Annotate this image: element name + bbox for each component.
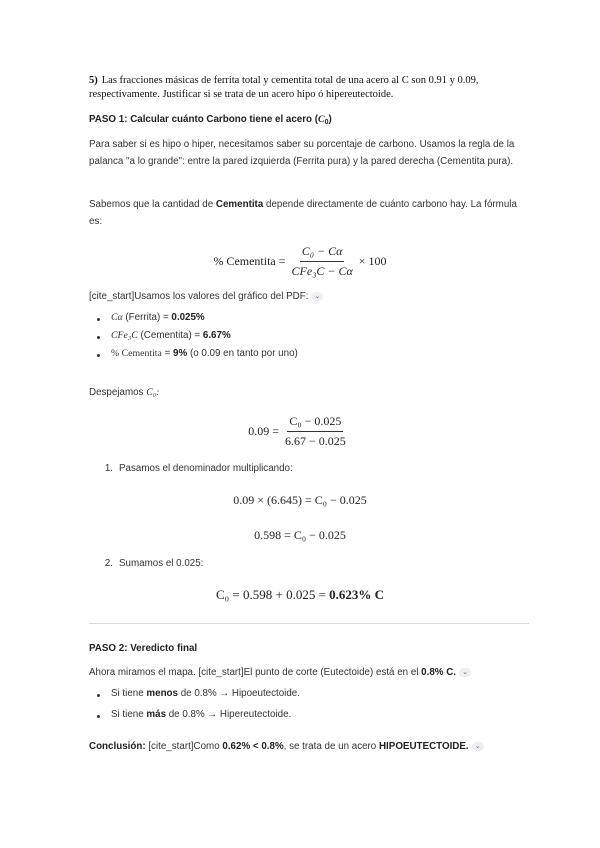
list-item (89, 709, 529, 720)
step2-paragraph (89, 664, 539, 681)
step1-heading: PASO 1: Calcular cuánto Carbono tiene el acero $(C_0)$ (89, 114, 332, 126)
value-label: = (161, 348, 174, 359)
values-intro-text: [cite_start]Usamos los valores del gráfico del PDF: (89, 291, 309, 302)
problem-statement (89, 74, 534, 102)
value-symbol: % Cementita (111, 348, 162, 359)
equation-2: 0.09 × (6.645) = C₀ − 0.025 (233, 493, 367, 507)
step-item-1 (89, 463, 293, 474)
bullet-pre: Si tiene (111, 688, 147, 699)
bullet-pre: Si tiene (111, 709, 147, 720)
problem-text: Las fracciones másicas de ferrita total y cementita total de una acero al C son 0.91 y 0.09, respectivamente. Justificar si se trata de un acero hipo ó hipereutectoide. (89, 75, 479, 100)
list-item (89, 330, 529, 341)
value-number: 9% (173, 348, 188, 359)
conclusion (89, 738, 539, 755)
para2-pre: Sabemos que la cantidad de (89, 199, 216, 210)
values-list (89, 312, 529, 359)
equation-4 (0, 587, 600, 603)
values-intro (89, 288, 323, 305)
step1-heading-sub: 0 (324, 119, 329, 126)
step1-paragraph-1: Para saber si es hipo o hiper, necesitamos saber su porcentaje de carbono. Usamos la regla de la palanca "a lo grande": entre la pared izquierda (Ferrita pura) y la pared derecha (Cementita pura). (89, 139, 515, 167)
value-symbol: CFe₃C (111, 330, 138, 341)
para2-post: depende directamente de cuánto carbono hay. La fórmula es: (89, 199, 517, 227)
conclusion-mid: , se trata de un acero (283, 741, 379, 752)
problem-number: 5) (89, 75, 98, 86)
despejamos-line (89, 384, 159, 401)
value-label: (Ferrita) = (122, 312, 172, 323)
formula-denominator: CFe₃C − Cα (291, 264, 353, 278)
conclusion-label: Conclusión: (89, 741, 146, 752)
formula-fraction (290, 244, 355, 279)
list-item (89, 312, 529, 323)
chevron-down-icon[interactable]: ⌄ (472, 742, 484, 751)
value-extra: (o 0.09 en tanto por uno) (187, 348, 298, 359)
para2-bold: Cementita (215, 199, 264, 210)
value-label: (Cementita) = (137, 330, 203, 341)
bullet-post: de 0.8% → Hipereutectoide. (166, 709, 292, 720)
step1-heading-symbol: C (318, 114, 325, 125)
formula-tail: × 100 (358, 254, 387, 268)
step1-heading-text: PASO 1: Calcular cuánto Carbono tiene el acero (89, 114, 313, 125)
bullet-bold: menos (146, 688, 178, 699)
conclusion-pre: [cite_start]Como (145, 741, 223, 752)
despejamos-symbol: C₀: (146, 387, 160, 398)
equation-1 (0, 414, 600, 449)
list-item (89, 348, 529, 359)
section-divider (89, 623, 529, 624)
verdict-list (89, 688, 529, 720)
step2-heading: PASO 2: Veredicto final (89, 643, 198, 654)
step1-paragraph-2 (89, 196, 529, 230)
eq1-denominator: 6.67 − 0.025 (285, 434, 346, 448)
chevron-down-icon[interactable]: ⌄ (311, 292, 323, 301)
step-item-2 (89, 558, 203, 569)
bullet-post: de 0.8% → Hipoeutectoide. (177, 688, 300, 699)
step-text: Sumamos el 0.025: (119, 558, 204, 569)
despejamos-text: Despejamos (89, 387, 144, 398)
eq1-numerator: C₀ − 0.025 (287, 414, 343, 432)
equation-3: 0.598 = C₀ − 0.025 (254, 528, 346, 542)
chevron-down-icon[interactable]: ⌄ (459, 668, 471, 677)
value-number: 0.025% (171, 312, 205, 323)
conclusion-comparison: 0.62% < 0.8% (222, 741, 284, 752)
value-number: 6.67% (202, 330, 231, 341)
formula-lhs: % Cementita = (213, 254, 286, 268)
step-text: Pasamos el denominador multiplicando: (119, 463, 293, 474)
value-symbol: Cα (111, 312, 123, 323)
step2-para-pre: Ahora miramos el mapa. [cite_start]El punto de corte (Eutectoide) está en el (89, 667, 422, 678)
cementite-formula (0, 244, 600, 279)
eq1-fraction (283, 414, 348, 449)
eq4-pre: C₀ = 0.598 + 0.025 = (215, 587, 326, 602)
eq4-result: 0.623% C (329, 587, 385, 602)
list-item (89, 688, 529, 699)
step-number: 1. (104, 463, 113, 474)
eq1-lhs: 0.09 = (248, 424, 279, 438)
step-number: 2. (104, 558, 113, 569)
conclusion-result: HIPOEUTECTOIDE. (378, 741, 469, 752)
formula-numerator: C₀ − Cα (300, 244, 345, 262)
step2-para-bold: 0.8% C. (421, 667, 457, 678)
bullet-bold: más (146, 709, 167, 720)
